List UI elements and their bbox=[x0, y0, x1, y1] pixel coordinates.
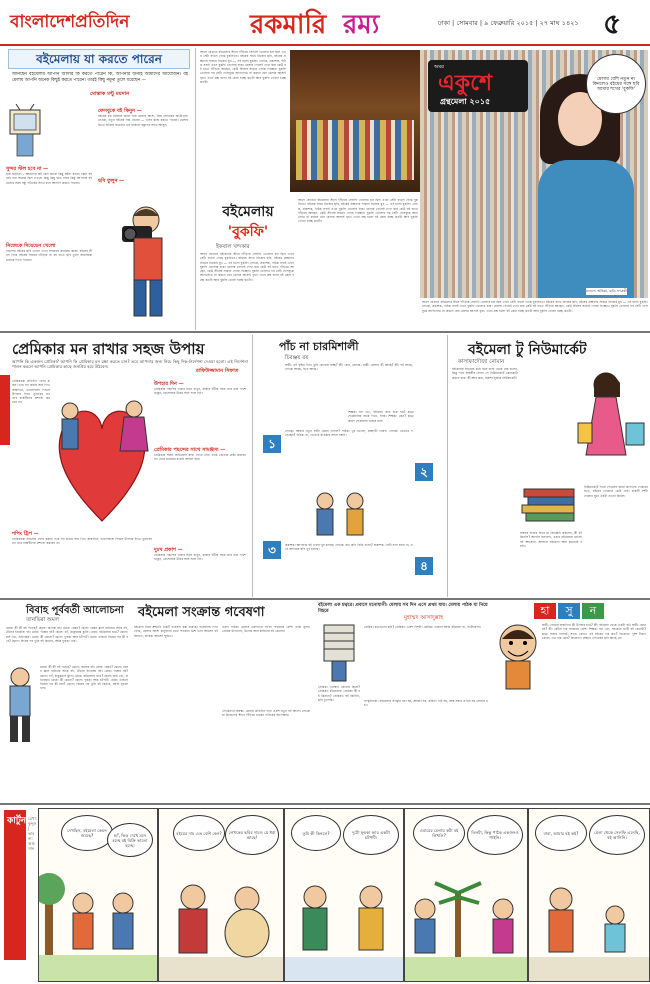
lover-intro: আপনি কি একজন প্রেমিকা? আপনি কি প্রেমিকার মন রক্ষা করতে চান? তবে আপনার জন্য নিচে কিছু দিক-নির্দেশনা দেওয়া হলো। এই নির্দেশনা পালন করলে আপনি প্রেমিকার কাছে জনপ্রিয় হয়ে উঠবেন। bbox=[12, 359, 248, 370]
hasun-letter-2: সু bbox=[558, 603, 580, 619]
lovers-talk-body-2: প্রেমিক: কতগুলো ছবি? প্রেমিকা: একশ বিশটা। প্রেমিক: তাহলে আজ বইমেলা না, ফটোমেলা। bbox=[364, 625, 481, 629]
bukfi-body-col3: আগে যেখানে বইমেলার স্টলে দাঁড়িয়ে সেলফি তোলার চল ছিল এখন সেটা বদলে গেছে বুকফিতে। বইয়ের সাথে নিজের ছবি, বইয়ের প্রচ্ছদের সামনে নিজের মুখ — এই হলো বুকফি। লেখক, প্রকাশক, পাঠক সবাই এখন বুকফি তোলায় ব্যস্ত। মেলায় গেলেই দেখা যায় কেউ বই হাতে দাঁড়িয়ে আছেন, কেউ স্টলের সামনে পোজ দিচ্ছেন। বুকফি তোলার পর সেটা ফেসবুকে আপলোড না করলে যেন মেলায় আসাই বৃথা। এখন প্রশ্ন হলো বই কেনা হচ্ছে কতটা আর বুকফি তোলা হচ্ছে কতটা। bbox=[298, 198, 418, 224]
bubble-6: দুটো ফুচকা আর একটা চটপটি। bbox=[343, 815, 399, 855]
bukfi-body-col4: আগে যেখানে বইমেলার স্টলে দাঁড়িয়ে সেলফি তোলার চল ছিল এখন সেটা বদলে গেছে বুকফিতে। বইয়ের সাথে নিজের ছবি, বইয়ের প্রচ্ছদের সামনে নিজের মুখ — এই হলো বুকফি। লেখক, প্রকাশক, পাঠক সবাই এখন বুকফি তোলায় ব্যস্ত। মেলায় গেলেই দেখা যায় কেউ বই হাতে দাঁড়িয়ে আছেন, কেউ স্টলের সামনে পোজ দিচ্ছেন। বুকফি তোলার পর সেটা ফেসবুকে আপলোড না করলে যেন মেলায় আসাই বৃথা। এখন প্রশ্ন হলো বই কেনা হচ্ছে কতটা আর বুকফি তোলা হচ্ছে কতটা। bbox=[422, 300, 648, 313]
lover-body-3: প্রেমিকার সকল অভিযোগ মাথা পেতে নিন। তর্কে জেতার চেষ্টা করবেন না। হেরে যাওয়ার মধ্যেই আসল জয়। bbox=[154, 453, 246, 462]
page-number: ৫ bbox=[603, 7, 622, 40]
bubble-8: তিনটা, কিন্তু পাঠক একজনও পাইনি। bbox=[467, 815, 523, 855]
book-stack bbox=[296, 120, 414, 180]
section-number-2: ২ bbox=[415, 463, 433, 481]
marriage-author: তানভিরা অমল bbox=[26, 617, 59, 623]
shopping-woman-illustration bbox=[516, 363, 650, 483]
article-research bbox=[132, 601, 312, 801]
lovers-talk-intro: বইমেলা এক চত্বরে। প্রবাসে মনোযাগী। মেলায় সব দিন এসে প্রথম যায়। মেলায় পাঠক যা নিয়ে বিহরে bbox=[318, 603, 488, 614]
lover-body-1: প্রেমিকাকে প্রতিদিন ফোন করুন। তার সব কথায় সায় দিন। জন্মদিনে, ভালোবাসা দিবসে উপহার দিতে ভুলবেন না। তার বান্ধবীদের প্রশংসা করবেন না। bbox=[12, 379, 50, 405]
lovers-talk-body-1: প্রেমিক: এতক্ষণ কোথায় ছিলে? প্রেমিকা: বইমেলায়। প্রেমিক: কী বই কিনলে? প্রেমিকা: বই কিনিনি, ছবি তুলেছি। bbox=[318, 685, 360, 702]
marriage-man-illustration bbox=[2, 665, 38, 745]
speech-bubble: মেলায় বেশি নতুন না কিনলেও বইয়ের সঙ্গে ছবি আমার শখের 'বুকফি' bbox=[586, 54, 646, 114]
model-photo bbox=[420, 50, 648, 298]
bubble-10: মেলা থেকে সেলফি এনেছি, বই আনিনি। bbox=[589, 815, 645, 855]
bubble-3: বইয়ের দাম এত বেশি কেন? bbox=[173, 815, 225, 851]
heart-couple-illustration bbox=[52, 381, 152, 531]
lover-headline: প্রেমিকার মন রাখার সহজ উপায় bbox=[12, 340, 205, 358]
panel-4-scene bbox=[405, 863, 527, 981]
charming-headline: পাঁচ না চারমিশালী bbox=[279, 340, 359, 353]
ekushe-banner bbox=[428, 60, 528, 112]
article-body-2: পছন্দের বইয়ের ছবি তোলা এখন সবচেয়ে জনপ্রিয় কাজ। বইয়ের স্টলে গিয়ে বইয়ের সামনে দাঁড়িয়ে বা বই হাতে ছবি তুলে সামাজিক মাধ্যমে দিতে পারেন। bbox=[6, 249, 92, 262]
hasun-face-illustration bbox=[496, 621, 540, 691]
bukfi-author: ইকবাল খন্দকার bbox=[216, 244, 250, 250]
cartoon-label-bar bbox=[4, 810, 26, 960]
lovers-talk-body-3: সংস্কৃতিচর্চা: বইমেলায় সংস্কৃতি চর্চা হয়, আড্ডা হয়, কবিতা পাঠ হয়, আর সবার ওপরে হয় সেলফি চর্চা। bbox=[364, 699, 488, 708]
article-author: মোস্তাক মন্টু ময়দান bbox=[90, 91, 130, 97]
bubble-2: হ্যাঁ, ভিড় দেখে মনে হচ্ছে বই বিক্রি ভালো হচ্ছে। bbox=[107, 823, 153, 857]
photographer-illustration bbox=[106, 198, 186, 323]
lover-subhead-shopping: শপিং ট্রিপ — bbox=[12, 531, 39, 537]
new-market-headline: বইমেলা টু নিউমার্কেট bbox=[468, 342, 587, 358]
column-divider bbox=[195, 48, 196, 330]
marriage-body-top: মেয়ে: কী কী বই পড়েছ? ছেলে: অনেক বই। মেয়ে: যেমন? ছেলে: যেমন ক্লাস নাইনের অংক বই, টেনের ইংরেজি বই। মেয়ে: গল্পের বই? ছেলে: হ্যাঁ, ঠাকুরমার ঝুলি। মেয়ে: বইমেলায় যাও? ছেলে: যাই তো, প্রতিবছর। মেয়ে: কী কেনো? ছেলে: ফুচকা আর চটপটি। মেয়ে: তাহলে বিয়ের পর কী হবে? ছেলে: বিয়ের পর তুমি বই কিনবে, আমি ফুচকা খাব। bbox=[6, 626, 128, 643]
hasun-body: স্বামী: তোমার জন্মদিনে কী উপহার চাও? স্ত্রী: বইমেলা থেকে একটা বই। স্বামী: কোন বই? স্ত্রী: যেটার দাম সবচেয়ে বেশি। শিক্ষক: বল তো, সবচেয়ে ভারী বই কোনটা? ছাত্র: বাবার পাসবই, স্যার। ক্রেতা: এই বইয়ের দাম কত? বিক্রেতা: দুইশ টাকা। ক্রেতা: এত দাম কেন? বিক্রেতা: প্রচ্ছদে লেখকের ছবি আছে যে। bbox=[542, 623, 646, 640]
research-headline: বইমেলা সংক্রান্ত গবেষণা bbox=[138, 605, 265, 620]
charming-body-1b: লেখক: আমার নতুন বইটা কেমন লাগল? পাঠক: খুব ভালো, প্রচ্ছদটা দারুণ। লেখক: ভেতরে পড়েছেন? পাঠক: না, ভেতরে যাওয়ার সাহস হয়নি। bbox=[285, 429, 413, 438]
subhead-facebook: ফেসবুকে বই কিনুন — bbox=[98, 108, 142, 114]
panel-1-scene bbox=[39, 863, 157, 981]
charming-body-3: প্রকাশক: আপনার বই এবার খুব চলছে। লেখক: কত কপি বিক্রি হলো? প্রকাশক: সেটা বলা যাবে না, তবে আপনার ছবি খুব চলছে। bbox=[285, 543, 413, 552]
lover-author: রাফিউজ্জামান সিফাত bbox=[196, 368, 239, 374]
bukfi-title-line2: 'বুকফি' bbox=[227, 224, 269, 240]
subhead-stall: সুন্দর স্টল হবে না — bbox=[6, 166, 49, 172]
research-body-3: লেখকদের অবস্থা: মেলায় প্রতিদিন গড়ে একশ নতুন বই আসে। লেখকরা নিজেদের স্টলে দাঁড়িয়ে থাকেন পাঠকের অপেক্ষায়। bbox=[222, 709, 310, 718]
section-title-a: রকমারি bbox=[250, 10, 327, 40]
new-market-body-3: সন্ধ্যায় বাসায় ফিরে মা জিজ্ঞেস করলেন, কী বই কিনলি? আপনি বললেন, এবার বইমেলায় ভালো বই আসেনি। আসলে বইমেলা আর যাওয়াই হয়নি। bbox=[520, 531, 582, 548]
article-bukfi bbox=[198, 48, 650, 330]
bukfi-title-line1: বইমেলায় bbox=[222, 204, 274, 220]
books-person-illustration bbox=[318, 623, 360, 683]
hasun-box bbox=[494, 601, 650, 801]
article-lover-tips bbox=[0, 335, 250, 597]
masthead-rule bbox=[0, 44, 650, 46]
cartoon-panel-1 bbox=[38, 808, 158, 982]
research-body-1: বইমেলা নিয়ে সম্প্রতি একটি গবেষণা করা হয়েছে। গবেষণায় দেখা গেছে, মেলায় আসা মানুষদের মধ্যে শতকরা ত্রিশ ভাগ আসেন বই কিনতে, বাকিরা আসেন ঘুরতে। bbox=[134, 625, 218, 638]
research-body-2: তরুণ পাঠক: মেলায় তরুণদের সংখ্যা সবচেয়ে বেশি। তারা মূলত প্রেমের উপন্যাস, থ্রিলার আর কবিতার বই কেনেন। bbox=[222, 625, 310, 634]
lover-sidebar-stripe bbox=[0, 375, 10, 445]
section-rule bbox=[0, 598, 650, 600]
article-book-fair-tips bbox=[0, 48, 193, 330]
section-rule bbox=[0, 331, 650, 333]
cartoon-panel-3 bbox=[284, 808, 404, 982]
column-divider bbox=[447, 335, 448, 597]
article-headline: বইমেলায় যা করতে পারেন bbox=[8, 49, 190, 69]
bubble-9: বাবা, আমার বই কই? bbox=[535, 815, 587, 851]
section-number-4: ৪ bbox=[415, 557, 433, 575]
paper-name: বাংলাদেশপ্রতিদিন bbox=[10, 12, 130, 32]
bukfi-body-col2: আগে যেখানে বইমেলার স্টলে দাঁড়িয়ে সেলফি তোলার চল ছিল এখন সেটা বদলে গেছে বুকফিতে। বইয়ের সাথে নিজের ছবি, বইয়ের প্রচ্ছদের সামনে নিজের মুখ — এই হলো বুকফি। লেখক, প্রকাশক, পাঠক সবাই এখন বুকফি তোলায় ব্যস্ত। মেলায় গেলেই দেখা যায় কেউ বই হাতে দাঁড়িয়ে আছেন, কেউ স্টলের সামনে পোজ দিচ্ছেন। বুকফি তোলার পর সেটা ফেসবুকে আপলোড না করলে যেন মেলায় আসাই বৃথা। এখন প্রশ্ন হলো বই কেনা হচ্ছে কতটা আর বুকফি তোলা হচ্ছে কতটা। bbox=[200, 252, 294, 282]
new-market-body-1: বইমেলায় যাওয়ার কথা বলে বাসা থেকে বের হলেন, কিন্তু পথে বান্ধবীর ফোন। সে নিউমার্কেটে কেনাকাটা করতে চায়। কী আর করা, রিকশা ঘুরিয়ে নিউমার্কেট। bbox=[452, 367, 518, 380]
section-number-1: ১ bbox=[263, 435, 281, 453]
article-body-1: নাম বানানো – আমাদের কই কেন কারো কিছু ঘটনা কারো কোন বইয়ের নাম অনেক ছিল এখনো কিছু কিছু হতে পারে কিন্তু আপনার বইমেলার সময় বন্ধু পাঠকের সাথে বসে আলাপ করতে পারেন। bbox=[6, 172, 92, 185]
photo-credit: মডেল: অদ্রিকা, ছবি: ফারুকী bbox=[586, 289, 628, 293]
lover-subhead-match: প্রেমিকার পছন্দের সাথে সামঞ্জস্য — bbox=[154, 447, 226, 453]
lover-body-4: প্রেমিকাকে প্রতিদিন ফোন করুন। তার সব কথায় সায় দিন। জন্মদিনে, ভালোবাসা দিবসে উপহার দিতে ভুলবেন না। তার বান্ধবীদের প্রশংসা করবেন না। bbox=[12, 537, 152, 546]
new-market-author: কাসাফাদৌজা নোমান bbox=[458, 359, 505, 365]
panel-3-scene bbox=[285, 863, 403, 981]
hasun-letter-1: হা bbox=[534, 603, 556, 619]
cartoon-strip bbox=[0, 806, 650, 984]
section-title-b: রম্য bbox=[343, 10, 380, 40]
hasun-letter-3: ন bbox=[582, 603, 604, 619]
charming-author: চিরঞ্জয় রয় bbox=[285, 355, 309, 361]
tv-head-illustration bbox=[2, 104, 52, 164]
banner-big-text: একুশে bbox=[438, 71, 492, 96]
subhead-photo: ছবি তুলুন — bbox=[98, 178, 125, 184]
cartoon-credit: রেখা: কুদ্দুস | ভাবনা: আহসান bbox=[28, 816, 37, 851]
lover-subhead-gift: উপহার দিন — bbox=[154, 381, 184, 387]
charming-right-strip bbox=[415, 335, 445, 597]
bubble-1: দেখছিস, বইমেলা কেমন জমছে? bbox=[61, 815, 113, 851]
panel-5-scene bbox=[529, 863, 649, 981]
bubble-7: এবারের মেলায় কটা বই লিখলি? bbox=[413, 815, 465, 851]
marriage-headline: বিবাহ পূর্ববর্তী আলোচনা bbox=[26, 605, 124, 616]
dateline: ঢাকা | সোমবার | ৯ ফেব্রুয়ারি ২০১৫ | ২৭ মাঘ ১৪২১ bbox=[438, 19, 579, 27]
cartoon-panel-2 bbox=[158, 808, 284, 982]
section-number-3: ৩ bbox=[263, 541, 281, 559]
cartoon-label: কার্টুন bbox=[7, 816, 27, 826]
lover-body-5: প্রেমিকার পছন্দের খাবার চিনে রাখুন, রাস্তায় হাঁটার সময় তার ডান পাশে থাকুন, মেসেজের উত্তর সঙ্গে সঙ্গে দিন। bbox=[154, 553, 246, 562]
bubble-4: লেখকের ছবির দামও যে ধরা আছে! bbox=[225, 815, 279, 855]
bubble-5: তুমি কী কিনলে? bbox=[291, 815, 341, 851]
marriage-body: মেয়ে: কী কী বই পড়েছ? ছেলে: অনেক বই। মেয়ে: যেমন? ছেলে: যেমন ক্লাস নাইনের অংক বই, টেনের ইংরেজি বই। মেয়ে: গল্পের বই? ছেলে: হ্যাঁ, ঠাকুরমার ঝুলি। মেয়ে: বইমেলায় যাও? ছেলে: যাই তো, প্রতিবছর। মেয়ে: কী কেনো? ছেলে: ফুচকা আর চটপটি। মেয়ে: তাহলে বিয়ের পর কী হবে? ছেলে: বিয়ের পর তুমি বই কিনবে, আমি ফুচকা খাব। bbox=[40, 665, 128, 691]
cartoon-panel-4 bbox=[404, 808, 528, 982]
charming-body-1: স্বামী: এই বৃষ্টির দিনে তুমি কোথায় যাচ্ছ? স্ত্রী: কেন, মেলায়। স্বামী: মেলায় কী আছে? স্ত্রী: বই আছে, লেখক আছে, ভিড় আছে। bbox=[285, 363, 413, 372]
section-rule bbox=[0, 803, 650, 805]
column-divider bbox=[252, 335, 253, 597]
banner-small-text: অমর bbox=[434, 64, 444, 70]
lover-subhead-sorry: দুঃখ প্রকাশ — bbox=[154, 547, 183, 553]
lover-body-2: প্রেমিকার পছন্দের খাবার চিনে রাখুন, রাস্তায় হাঁটার সময় তার ডান পাশে থাকুন, মেসেজের উত্তর সঙ্গে সঙ্গে দিন। bbox=[154, 387, 246, 396]
charming-body-2: শিক্ষক: বল তো, বইমেলা কবে শুরু হয়? ছাত্র: ফেব্রুয়ারির প্রথম দিনে, স্যার। শিক্ষক: কেন? ছাত্র: কারণ ফেব্রুয়ারি ভাষার মাস। bbox=[348, 410, 414, 423]
article-new-market bbox=[450, 335, 650, 597]
subhead-self: নিজেকে দিয়েছেন খেলো bbox=[6, 243, 56, 249]
lovers-talk-author: মুহাম্মদ আসাদুল্লাহ bbox=[404, 615, 444, 621]
article-intro: জানছেন বইমেলায় আপনি আসার কি করতে পারেন কি, আপনার জন্যই আমাদের আয়োজন। বইমেলায় আপনি অনেক কিছুই করতে পারেন। তারই কিছু নমুনা তুলে ধরেছেন — bbox=[12, 72, 188, 83]
article-body-3: বইয়ের রঙ মিলিয়ে জামা পরে মেলায় আসা, প্রিয় লেখকের অটোগ্রাফ নেওয়া, নতুন বইয়ের গন্ধ নেওয়া — এসব কাজ করতে পারেন। মেলার ভিড়ে হারিয়ে যাওয়ার ভয় থাকলে বন্ধুদের সাথে আসুন। bbox=[98, 114, 188, 127]
new-market-body-2: নিউমার্কেটে গিয়ে দেখলেন জামা কাপড়ের দোকানে ভিড়, বইয়ের দোকানে কেউ নেই। বান্ধবী দশটা দোকান ঘুরে একটা ওড়না কিনল। bbox=[584, 485, 648, 498]
article-lovers-talk bbox=[314, 601, 492, 801]
banner-sub-text: গ্রন্থমেলা ২০১৫ bbox=[440, 97, 491, 106]
panel-2-scene bbox=[159, 863, 283, 981]
book-fair-photo bbox=[290, 50, 420, 192]
article-marriage bbox=[0, 601, 130, 801]
bukfi-body-col1: আগে যেখানে বইমেলার স্টলে দাঁড়িয়ে সেলফি তোলার চল ছিল এখন সেটা বদলে গেছে বুকফিতে। বইয়ের সাথে নিজের ছবি, বইয়ের প্রচ্ছদের সামনে নিজের মুখ — এই হলো বুকফি। লেখক, প্রকাশক, পাঠক সবাই এখন বুকফি তোলায় ব্যস্ত। মেলায় গেলেই দেখা যায় কেউ বই হাতে দাঁড়িয়ে আছেন, কেউ স্টলের সামনে পোজ দিচ্ছেন। বুকফি তোলার পর সেটা ফেসবুকে আপলোড না করলে যেন মেলায় আসাই বৃথা। এখন প্রশ্ন হলো বই কেনা হচ্ছে কতটা আর বুকফি তোলা হচ্ছে কতটা। bbox=[200, 50, 286, 85]
cartoon-panel-5 bbox=[528, 808, 650, 982]
model-dress bbox=[538, 160, 634, 298]
book-stack-illustration bbox=[520, 485, 580, 529]
masthead bbox=[0, 0, 650, 44]
